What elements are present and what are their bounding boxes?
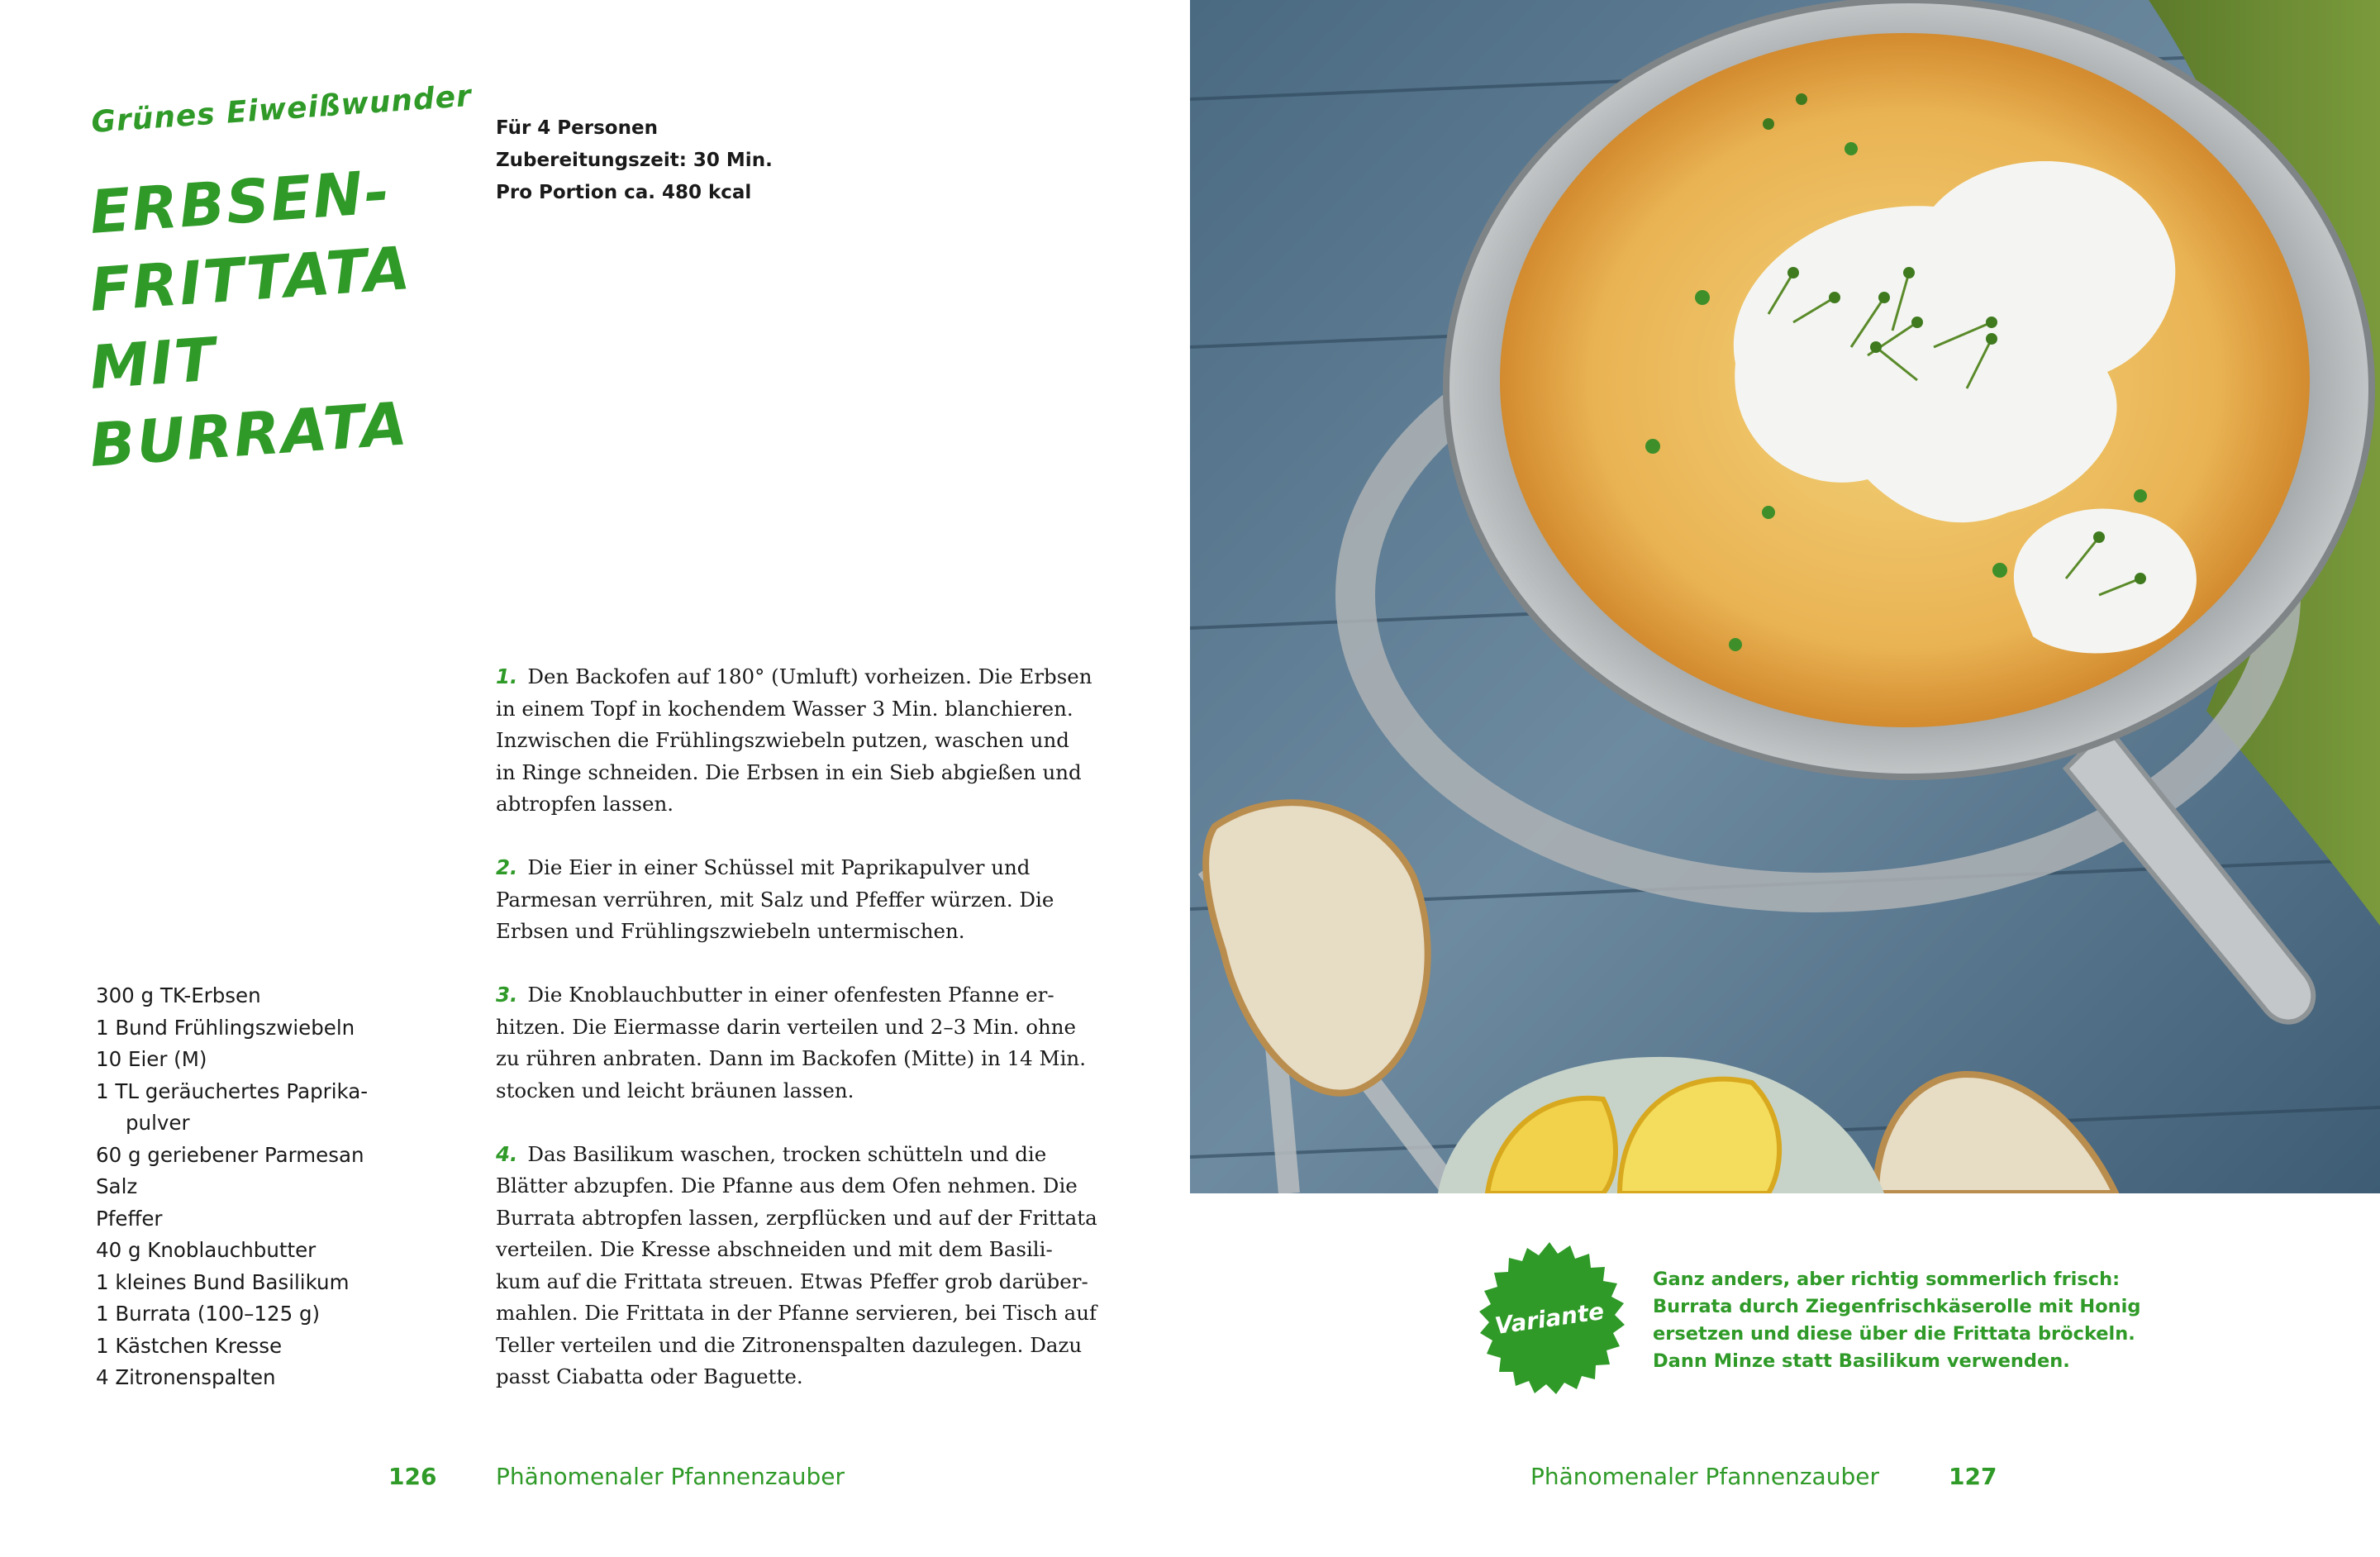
ingredient-list (96, 980, 368, 1394)
step-1 (496, 661, 1092, 821)
calories: Pro Portion ca. 480 kcal (496, 182, 752, 203)
title-line: BURRATA (87, 388, 412, 481)
ingredient-item: 1 kleines Bund Basilikum (96, 1269, 350, 1294)
ingredient-item: 40 g Knoblauchbutter (96, 1238, 317, 1262)
step-line: mahlen. Die Frittata in der Pfanne servieren, bei Tisch auf (496, 1301, 1097, 1325)
step-4 (496, 1139, 1097, 1393)
ingredient-item: 1 TL geräuchertes Paprika- (96, 1078, 369, 1103)
step-line: Inzwischen die Frühlingszwiebeln putzen, waschen und (496, 728, 1069, 752)
title-line: MIT (87, 324, 219, 403)
ingredient-item: 1 Burrata (100–125 g) (96, 1302, 321, 1326)
ingredient-item: 10 Eier (M) (96, 1047, 207, 1071)
step-line: Erbsen und Frühlingszwiebeln untermischen. (496, 919, 965, 943)
variant-badge (1473, 1242, 1626, 1396)
step-number: 4. (496, 1141, 518, 1166)
ingredient-item: 300 g TK-Erbsen (96, 983, 261, 1007)
variant-note (1653, 1266, 2140, 1375)
step-line: Blätter abzupfen. Die Pfanne aus dem Ofen nehmen. Die (496, 1174, 1078, 1198)
ingredient-item: 4 Zitronenspalten (96, 1365, 276, 1389)
title-line: ERBSEN- (87, 156, 393, 248)
step-3 (496, 979, 1086, 1107)
ingredient-item: Pfeffer (96, 1206, 163, 1231)
step-line: Burrata abtropfen lassen, zerpflücken und auf der Frittata (496, 1205, 1097, 1230)
step-2 (496, 852, 1074, 948)
running-title-left: Phänomenaler Pfannenzauber (496, 1463, 845, 1490)
variant-line: Burrata durch Ziegenfrischkäserolle mit Honig (1653, 1296, 2141, 1317)
servings: Für 4 Personen (496, 117, 658, 139)
step-line: Die Knoblauchbutter in einer ofenfesten Pfanne er- (527, 983, 1054, 1007)
step-line: Die Eier in einer Schüssel mit Paprikapulver und (527, 855, 1031, 879)
variant-line: ersetzen und diese über die Frittata bröckeln. (1653, 1323, 2135, 1345)
step-line: abtropfen lassen. (496, 792, 674, 816)
ingredient-item: 1 Bund Frühlingszwiebeln (96, 1015, 355, 1040)
title-line: FRITTATA (87, 233, 414, 326)
variant-line: Dann Minze statt Basilikum verwenden. (1653, 1350, 2070, 1372)
step-number: 3. (496, 983, 518, 1007)
prep-time: Zubereitungszeit: 30 Min. (496, 150, 773, 171)
step-line: Den Backofen auf 180° (Umluft) vorheizen. Die Erbsen (527, 664, 1092, 688)
variant-line: Ganz anders, aber richtig sommerlich frisch: (1653, 1269, 2121, 1290)
page-number-right: 127 (1949, 1463, 1997, 1490)
step-line: stocken und leicht bräunen lassen. (496, 1078, 854, 1102)
running-title-right: Phänomenaler Pfannenzauber (1530, 1463, 1879, 1490)
step-line: kum auf die Frittata streuen. Etwas Pfeffer grob darüber- (496, 1269, 1088, 1293)
frittata-photo (1190, 0, 2380, 1193)
instruction-steps (496, 661, 1097, 1425)
recipe-title (87, 156, 440, 484)
step-line: Parmesan verrühren, mit Salz und Pfeffer würzen. Die (496, 887, 1054, 912)
ingredient-item-continuation: pulver (126, 1111, 190, 1135)
ingredient-item: 60 g geriebener Parmesan (96, 1142, 364, 1167)
step-line: in einem Topf in kochendem Wasser 3 Min. blanchieren. (496, 696, 1073, 721)
ingredient-item: 1 Kästchen Kresse (96, 1333, 283, 1358)
step-line: Das Basilikum waschen, trocken schütteln und die (527, 1141, 1047, 1166)
recipe-subtitle: Grünes Eiweißwunder (90, 79, 474, 140)
step-line: hitzen. Die Eiermasse darin verteilen und 2–3 Min. ohne (496, 1014, 1077, 1039)
step-line: zu rühren anbraten. Dann im Backofen (Mitte) in 14 Min. (496, 1046, 1086, 1070)
recipe-meta (496, 112, 773, 209)
ingredient-item: Salz (96, 1174, 138, 1198)
step-number: 2. (496, 855, 518, 879)
badge-label: Variante (1492, 1297, 1606, 1340)
step-number: 1. (496, 664, 518, 688)
step-line: in Ringe schneiden. Die Erbsen in ein Sieb abgießen und (496, 759, 1082, 784)
step-line: passt Ciabatta oder Baguette. (496, 1364, 803, 1388)
step-line: Teller verteilen und die Zitronenspalten dazulegen. Dazu (496, 1332, 1083, 1357)
step-line: verteilen. Die Kresse abschneiden und mit dem Basili- (496, 1237, 1053, 1261)
page-number-left: 126 (388, 1463, 437, 1490)
